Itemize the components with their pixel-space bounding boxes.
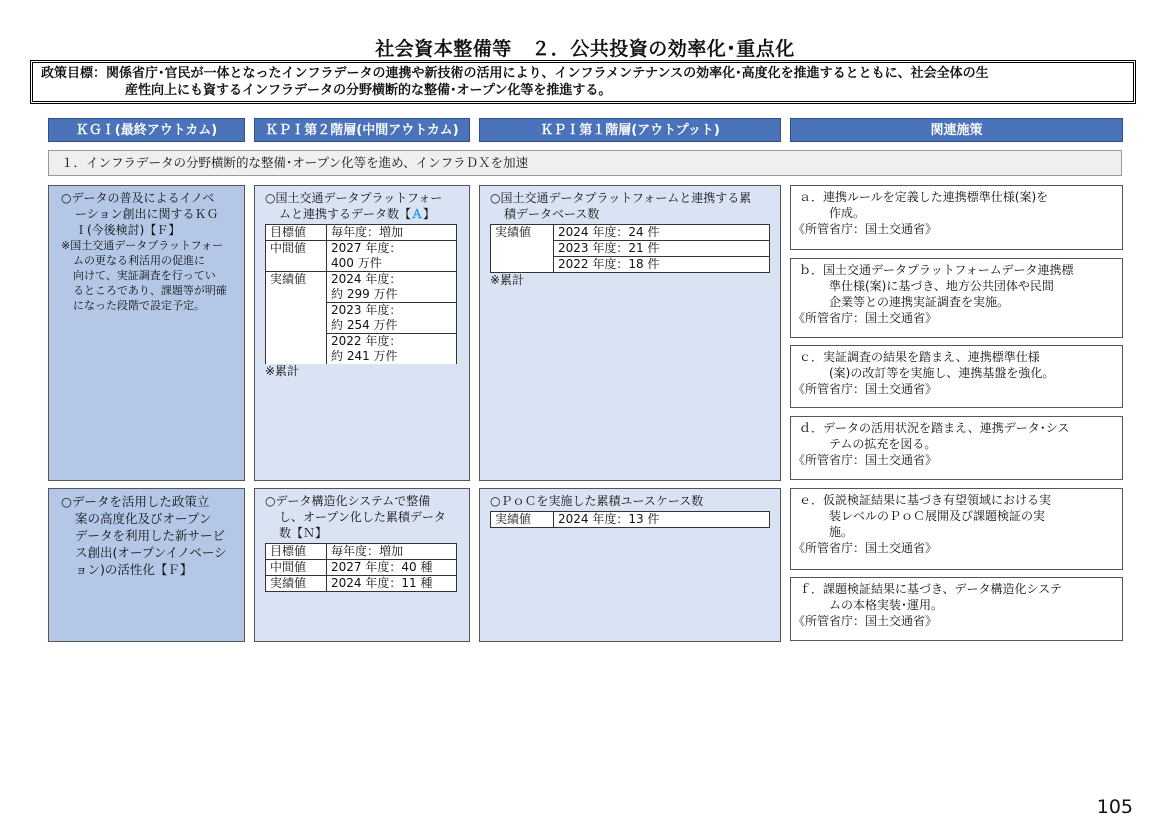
kgi2-line3: データを利用した新サービ: [75, 528, 226, 543]
measure-c: [790, 345, 1123, 408]
kpi2-cell-1: [254, 185, 470, 481]
header-kpi1: ＫＰＩ第１階層(アウトプット): [479, 118, 781, 142]
measure-d-line1: ｄ．データの活用状況を踏まえ、連携データ･シス: [799, 421, 1070, 435]
measure-e-line2: 装レベルのＰｏＣ展開及び課題検証の実: [829, 509, 1046, 523]
measure-f: [790, 577, 1123, 641]
kpi1-1-line1: ○国土交通データプラットフォームと連携する累: [490, 191, 752, 205]
table-row: [266, 241, 457, 272]
measure-a-line1: ａ．連携ルールを定義した連携標準仕様(案)を: [799, 190, 1049, 204]
mid-value: 2027 年度：40 種: [327, 560, 457, 576]
actual-label: 実績値: [491, 512, 554, 528]
kpi2-1-note: ※累計: [265, 364, 300, 378]
kgi2-line2: 案の高度化及びオープン: [75, 511, 212, 526]
header-kpi2: ＫＰＩ第２階層(中間アウトカム): [254, 118, 470, 142]
kgi2-line4: ス創出(オープンイノベーシ: [75, 545, 227, 560]
header-kgi: ＫＧＩ(最終アウトカム): [48, 118, 245, 142]
target-value: 毎年度：増加: [327, 544, 457, 560]
page-title: 社会資本整備等 ２．公共投資の効率化･重点化: [375, 38, 795, 60]
measure-c-ministry: 《所管省庁：国土交通省》: [793, 382, 938, 396]
kpi2-2-line3: 数【Ｎ】: [279, 526, 328, 540]
kpi2-1-badge: Ａ: [411, 207, 424, 221]
kpi1-1-table: [490, 224, 770, 273]
kgi1-note3: 向けて、実証調査を行ってい: [73, 269, 216, 282]
kpi2-cell-2: [254, 488, 470, 642]
measure-e: [790, 488, 1123, 570]
table-row: [491, 225, 770, 241]
kgi1-note2: ムの更なる利活用の促進に: [73, 254, 205, 267]
actual-value: 2024 年度：11 種: [327, 576, 457, 592]
measure-b: [790, 258, 1123, 338]
kgi-cell-2: [48, 488, 245, 642]
header-measures: 関連施策: [790, 118, 1123, 142]
measure-d-line2: テムの拡充を図る。: [829, 437, 937, 451]
measure-e-ministry: 《所管省庁：国土交通省》: [793, 541, 938, 555]
measure-f-ministry: 《所管省庁：国土交通省》: [793, 614, 938, 628]
kgi1-note5: になった段階で設定予定。: [73, 299, 205, 312]
actual-value-3: 2022 年度： 約 241 万件: [327, 334, 457, 365]
measure-c-line1: ｃ．実証調査の結果を踏まえ、連携標準仕様: [799, 350, 1040, 364]
target-label: 目標値: [266, 544, 327, 560]
kgi1-note1: ※国土交通データプラットフォー: [61, 239, 224, 252]
measure-d-ministry: 《所管省庁：国土交通省》: [793, 453, 938, 467]
actual-value-1: 2024 年度： 約 299 万件: [327, 272, 457, 303]
table-row: [491, 512, 770, 528]
measure-e-line3: 施。: [829, 525, 854, 539]
measure-a: [790, 185, 1123, 250]
measure-a-line2: 作成。: [829, 206, 866, 220]
measure-d: [790, 416, 1123, 480]
kgi2-line5: ョン)の活性化【Ｆ】: [75, 562, 193, 577]
mid-label: 中間値: [266, 560, 327, 576]
kpi2-1-line2: ムと連携するデータ数【Ａ】: [279, 207, 436, 221]
actual-label: 実績値: [266, 272, 327, 365]
target-label: 目標値: [266, 225, 327, 241]
mid-label: 中間値: [266, 241, 327, 272]
table-row: [266, 560, 457, 576]
measure-b-ministry: 《所管省庁：国土交通省》: [793, 311, 938, 325]
kgi-cell-1: [48, 185, 245, 481]
kgi2-line1: ○データを活用した政策立: [61, 494, 210, 509]
kpi2-1-line1: ○国土交通データプラットフォー: [265, 191, 443, 205]
actual-value-2: 2023 年度：21 件: [554, 241, 770, 257]
actual-value-3: 2022 年度：18 件: [554, 257, 770, 273]
policy-goal-line1: 関係省庁･官民が一体となったインフラデータの連携や新技術の活用により、インフラメンテナンスの効率化･高度化を推進するとともに、社会全体の生: [106, 66, 989, 81]
measure-b-line1: ｂ．国土交通データプラットフォームデータ連携標: [799, 263, 1074, 277]
page-number: 105: [1096, 796, 1133, 818]
actual-value: 2024 年度：13 件: [554, 512, 770, 528]
kpi2-1-table: [265, 224, 457, 364]
policy-goal-label: 政策目標：: [41, 66, 107, 81]
kgi1-note4: るところであり、課題等が明確: [73, 284, 227, 297]
table-row: [266, 272, 457, 303]
table-row: [266, 576, 457, 592]
kpi1-1-line2: 積データベース数: [504, 207, 600, 221]
actual-label: 実績値: [266, 576, 327, 592]
measure-b-line2: 準仕様(案)に基づき、地方公共団体や民間: [829, 279, 1054, 293]
kpi2-2-line1: ○データ構造化システムで整備: [265, 494, 431, 508]
kpi1-2-line1: ○ＰｏＣを実施した累積ユースケース数: [490, 494, 704, 508]
kpi1-cell-1: [479, 185, 781, 481]
measure-c-line2: (案)の改訂等を実施し、連携基盤を強化。: [829, 366, 1055, 380]
table-row: [266, 225, 457, 241]
policy-goal-line2: 産性向上にも資するインフラデータの分野横断的な整備･オープン化等を推進する。: [125, 83, 612, 98]
measure-b-line3: 企業等との連携実証調査を実施。: [829, 295, 1010, 309]
section-heading-1: １．インフラデータの分野横断的な整備･オープン化等を進め、インフラＤＸを加速: [48, 150, 1122, 176]
measure-f-line1: ｆ．課題検証結果に基づき、データ構造化システ: [799, 582, 1062, 596]
actual-label: 実績値: [491, 225, 554, 273]
actual-value-2: 2023 年度： 約 254 万件: [327, 303, 457, 334]
table-row: [266, 544, 457, 560]
actual-value-1: 2024 年度：24 件: [554, 225, 770, 241]
target-value: 毎年度：増加: [327, 225, 457, 241]
kgi1-line2: ーション創出に関するＫＧ: [75, 207, 219, 221]
policy-goal-box: [30, 60, 1136, 104]
kgi1-line3: Ｉ(今後検討)【Ｆ】: [75, 223, 181, 237]
mid-value: 2027 年度： 400 万件: [327, 241, 457, 272]
measure-e-line1: ｅ．仮説検証結果に基づき有望領域における実: [799, 493, 1052, 507]
kpi2-2-line2: し、オープン化した累積データ: [279, 510, 446, 524]
kpi1-1-note: ※累計: [490, 273, 525, 287]
measure-a-ministry: 《所管省庁：国土交通省》: [793, 222, 938, 236]
kpi1-2-table: [490, 511, 770, 528]
kgi1-line1: ○データの普及によるイノベ: [61, 191, 215, 205]
kpi2-2-table: [265, 543, 457, 592]
kpi1-cell-2: [479, 488, 781, 642]
measure-f-line2: ムの本格実装･運用。: [829, 598, 944, 612]
